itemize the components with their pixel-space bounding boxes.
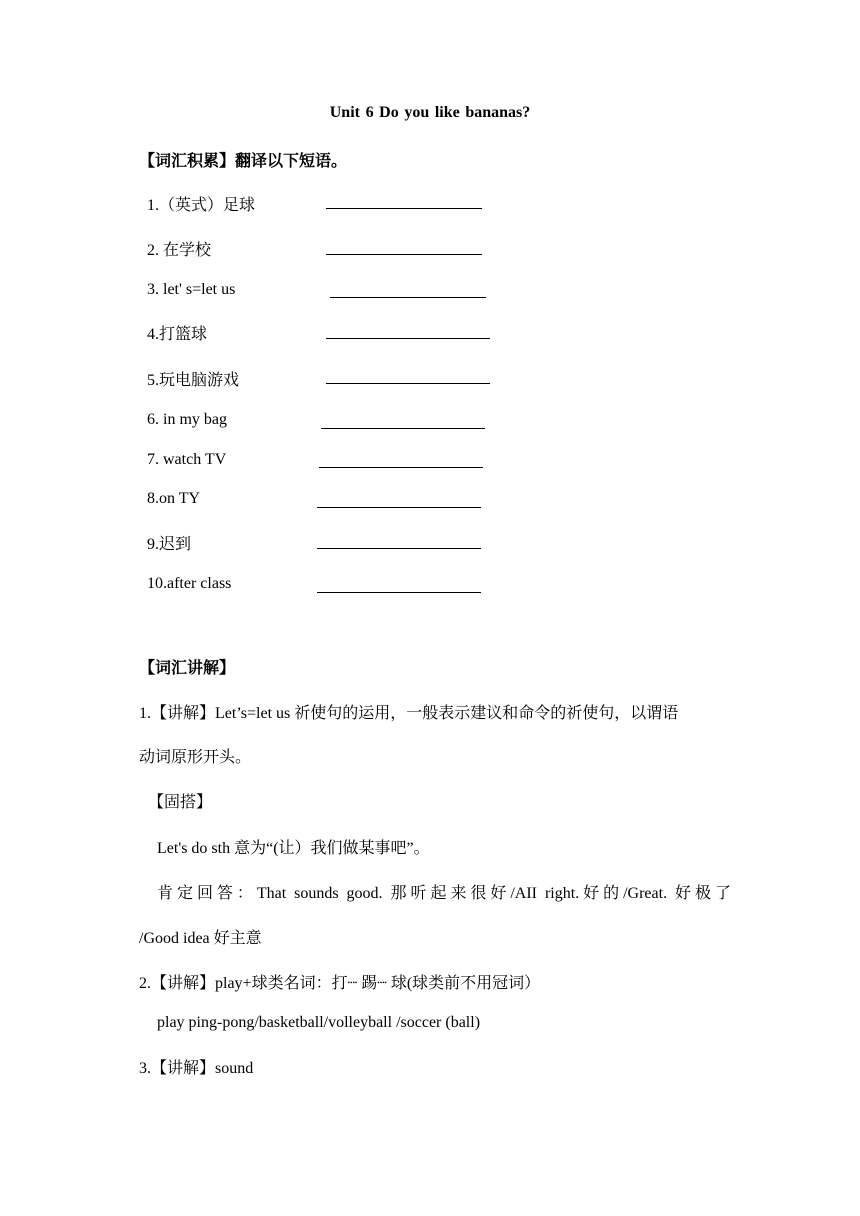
- affirmative-answer-line-2: /Good idea 好主意: [139, 930, 262, 947]
- explanation-1-line-1: 1.【讲解】Let’s=let us 祈使句的运用，一般表示建议和命令的祈使句，以谓语: [139, 705, 679, 722]
- answer-blank-7[interactable]: [319, 467, 483, 468]
- answer-blank-6[interactable]: [321, 428, 485, 429]
- answer-blank-10[interactable]: [317, 592, 481, 593]
- vocab-item-6: 6. in my bag: [147, 411, 227, 428]
- fixed-collocation-heading: 【固搭】: [148, 794, 213, 811]
- explanation-1-line-2: 动词原形开头。: [139, 749, 252, 766]
- vocab-item-10: 10.after class: [147, 575, 232, 592]
- vocab-item-4: 4.打篮球: [147, 326, 208, 343]
- answer-blank-3[interactable]: [330, 297, 486, 298]
- explanation-3: 3.【讲解】sound: [139, 1060, 254, 1077]
- answer-blank-9[interactable]: [317, 548, 481, 549]
- section-heading-vocab-explanation: 【词汇讲解】: [139, 660, 236, 677]
- page-title: Unit 6 Do you like bananas?: [329, 104, 531, 121]
- explanation-2: 2.【讲解】play+球类名词：打┈ 踢┈ 球(球类前不用冠词）: [139, 975, 541, 992]
- vocab-item-8: 8.on TY: [147, 490, 201, 507]
- answer-blank-4[interactable]: [326, 338, 490, 339]
- lets-do-sth-line: Let's do sth 意为“(让）我们做某事吧”。: [157, 840, 430, 857]
- answer-blank-8[interactable]: [317, 507, 481, 508]
- vocab-item-2: 2. 在学校: [147, 242, 212, 259]
- answer-blank-2[interactable]: [326, 254, 482, 255]
- answer-blank-1[interactable]: [326, 208, 482, 209]
- affirmative-answer-line-1: 肯定回答：That sounds good. 那听起来很好/AII right.好的/Great. 好极了: [157, 885, 731, 902]
- answer-blank-5[interactable]: [326, 383, 490, 384]
- vocab-item-3: 3. let' s=let us: [147, 281, 236, 298]
- vocab-item-1: 1.（英式）足球: [147, 197, 256, 214]
- vocab-item-5: 5.玩电脑游戏: [147, 372, 240, 389]
- section-heading-vocab-accumulation: 【词汇积累】翻译以下短语。: [139, 153, 348, 170]
- vocab-item-9: 9.迟到: [147, 536, 192, 553]
- explanation-2-example: play ping-pong/basketball/volleyball /soccer (ball): [157, 1014, 481, 1031]
- vocab-item-7: 7. watch TV: [147, 451, 227, 468]
